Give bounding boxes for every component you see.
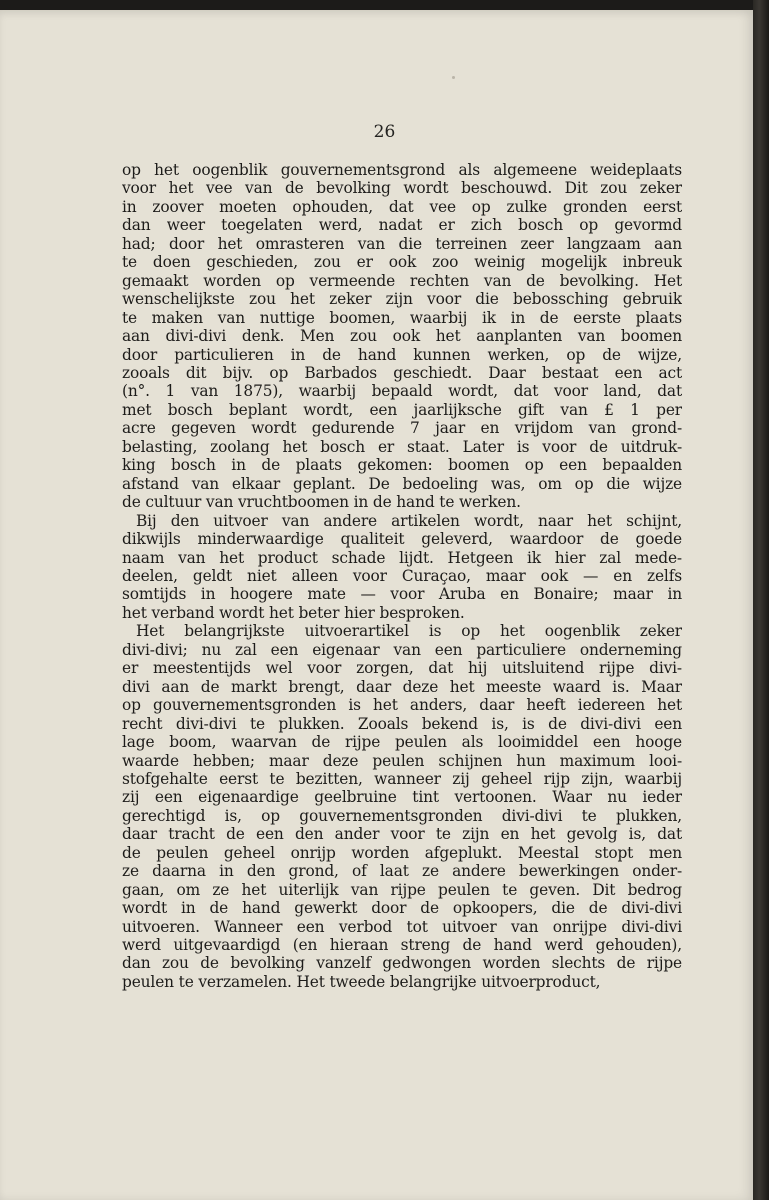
text-line: het verband wordt het beter hier besproken.	[122, 603, 465, 622]
text-line: gaan, om ze het uiterlijk van rijpe peulen te geven. Dit bedrog	[122, 880, 682, 899]
text-line: naam van het product schade lijdt. Hetgeen ik hier zal mede-	[122, 548, 682, 567]
text-line: belasting, zoolang het bosch er staat. Later is voor de uitdruk-	[122, 437, 682, 456]
text-line: Bij den uitvoer van andere artikelen wordt, naar het schijnt,	[136, 511, 682, 530]
text-line: wenschelijkste zou het zeker zijn voor die bebossching gebruik	[122, 290, 682, 309]
text-line: op het oogenblik gouvernementsgrond als algemeene weideplaats	[122, 161, 682, 179]
text-line: zooals dit bijv. op Barbados geschiedt. Daar bestaat een act	[122, 363, 682, 382]
text-line: somtijds in hoogere mate — voor Aruba en Bonaire; maar in	[122, 585, 682, 604]
text-line: dikwijls minderwaardige qualiteit geleverd, waardoor de goede	[122, 530, 682, 549]
text-line: te doen geschieden, zou er ook zoo weinig mogelijk inbreuk	[122, 253, 682, 272]
text-line: had; door het omrasteren van die terreinen zeer langzaam aan	[122, 234, 682, 253]
text-line: gemaakt worden op vermeende rechten van de bevolking. Het	[122, 271, 682, 290]
text-line: met bosch beplant wordt, een jaarlijksche gift van £ 1 per	[122, 400, 682, 419]
text-line: divi-divi; nu zal een eigenaar van een particuliere onderneming	[122, 640, 682, 659]
page-number: 26	[373, 122, 396, 142]
text-line: wordt in de hand gewerkt door de opkoopers, die de divi-divi	[122, 899, 682, 918]
text-line: king bosch in de plaats gekomen: boomen op een bepaalden	[122, 456, 682, 475]
text-line: acre gegeven wordt gedurende 7 jaar en vrijdom van grond-	[122, 419, 682, 438]
text-line: op gouvernementsgronden is het anders, daar heeft iedereen het	[122, 696, 682, 715]
text-line: gerechtigd is, op gouvernementsgronden divi-divi te plukken,	[122, 806, 682, 825]
text-line: de peulen geheel onrijp worden afgeplukt. Meestal stopt men	[122, 843, 682, 862]
text-line: afstand van elkaar geplant. De bedoeling was, om op die wijze	[122, 474, 682, 493]
text-line: dan zou de bevolking vanzelf gedwongen worden slechts de rijpe	[122, 954, 682, 973]
body-text	[122, 161, 682, 991]
text-line: te maken van nuttige boomen, waarbij ik in de eerste plaats	[122, 308, 682, 327]
text-line: zij een eigenaardige geelbruine tint vertoonen. Waar nu ieder	[122, 788, 682, 807]
text-line: waarde hebben; maar deze peulen schijnen hun maximum looi-	[122, 751, 682, 770]
text-line: stofgehalte eerst te bezitten, wanneer zij geheel rijp zijn, waarbij	[122, 769, 682, 788]
text-line: dan weer toegelaten werd, nadat er zich bosch op gevormd	[122, 216, 682, 235]
text-line: peulen te verzamelen. Het tweede belangrijke uitvoerproduct,	[122, 972, 601, 991]
text-line: divi aan de markt brengt, daar deze het meeste waard is. Maar	[122, 677, 682, 696]
text-line: werd uitgevaardigd (en hieraan streng de hand werd gehouden),	[122, 936, 682, 955]
text-line: (n°. 1 van 1875), waarbij bepaald wordt, dat voor land, dat	[122, 382, 682, 401]
text-line: Het belangrijkste uitvoerartikel is op het oogenblik zeker	[136, 622, 682, 641]
text-line: daar tracht de een den ander voor te zijn en het gevolg is, dat	[122, 825, 682, 844]
text-line: lage boom, waarvan de rijpe peulen als looimiddel een hooge	[122, 733, 682, 752]
text-line: deelen, geldt niet alleen voor Curaçao, maar ook — en zelfs	[122, 566, 682, 585]
text-line: voor het vee van de bevolking wordt beschouwd. Dit zou zeker	[122, 179, 682, 198]
text-line: recht divi-divi te plukken. Zooals bekend is, is de divi-divi een	[122, 714, 682, 733]
text-line: door particulieren in de hand kunnen werken, op de wijze,	[122, 345, 682, 364]
text-line: aan divi-divi denk. Men zou ook het aanplanten van boomen	[122, 327, 682, 346]
text-line: de cultuur van vruchtboomen in de hand te werken.	[122, 493, 521, 512]
text-line: ze daarna in den grond, of laat ze andere bewerkingen onder-	[122, 862, 682, 881]
text-line: er meestentijds wel voor zorgen, dat hij uitsluitend rijpe divi-	[122, 659, 682, 678]
text-line: in zoover moeten ophouden, dat vee op zulke gronden eerst	[122, 197, 682, 216]
paper-speck	[452, 76, 455, 79]
text-line: uitvoeren. Wanneer een verbod tot uitvoer van onrijpe divi-divi	[122, 917, 682, 936]
scan-edge	[753, 0, 769, 1200]
